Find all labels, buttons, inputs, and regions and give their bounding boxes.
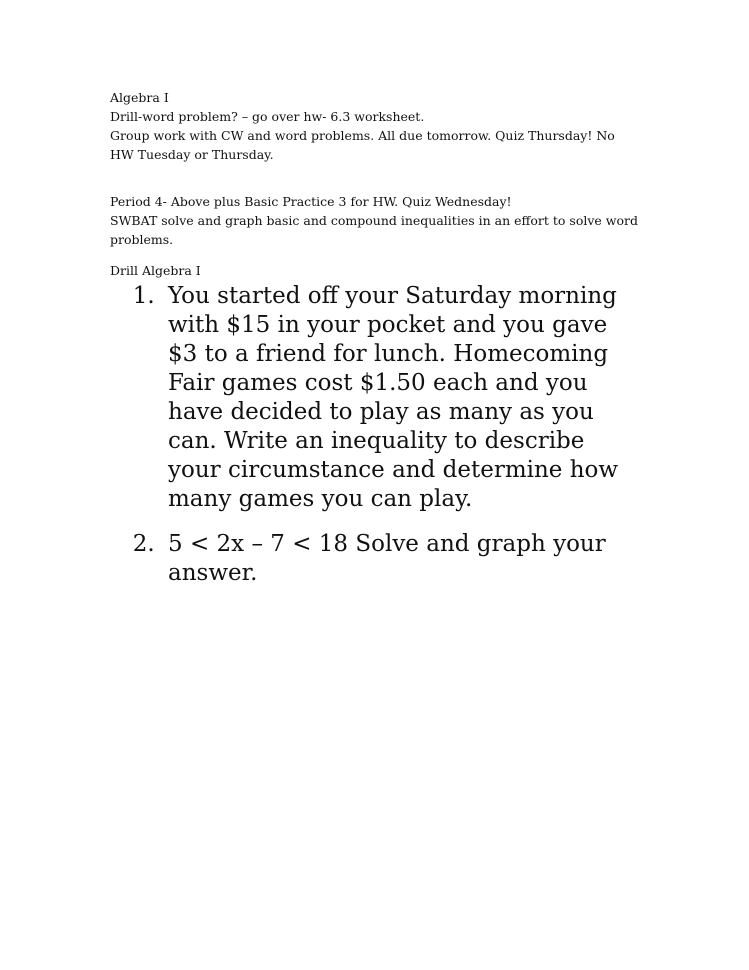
period-block [110,192,640,249]
agenda-block [110,88,640,164]
drill-note: Drill-word problem? – go over hw- 6.3 worksheet. [110,109,425,124]
swbat-line-1: SWBAT solve and graph basic and compound inequalities in an effort to solve word [110,213,638,228]
drill-title: Drill Algebra I [110,263,201,278]
group-work-note-line-2: HW Tuesday or Thursday. [110,147,274,162]
subject-heading: Algebra I [110,90,169,105]
group-work-note-line-1: Group work with CW and word problems. All due tomorrow. Quiz Thursday! No [110,128,615,143]
drill-item-1: 1. You started off your Saturday morning with $15 in your pocket and you gave $3 to a friend for lunch. Homecoming Fair games cost $1.50 each and you have decided to play as many as you can. Write an inequality to describe your circumstance and determine how many games you can play. [162,282,640,514]
drill-list [110,282,640,588]
drill-item-2: 2. 5 < 2x – 7 < 18 Solve and graph your answer. [162,530,640,588]
swbat-line-2: problems. [110,232,174,247]
document-page [110,88,640,604]
period-note: Period 4- Above plus Basic Practice 3 for HW. Quiz Wednesday! [110,194,512,209]
